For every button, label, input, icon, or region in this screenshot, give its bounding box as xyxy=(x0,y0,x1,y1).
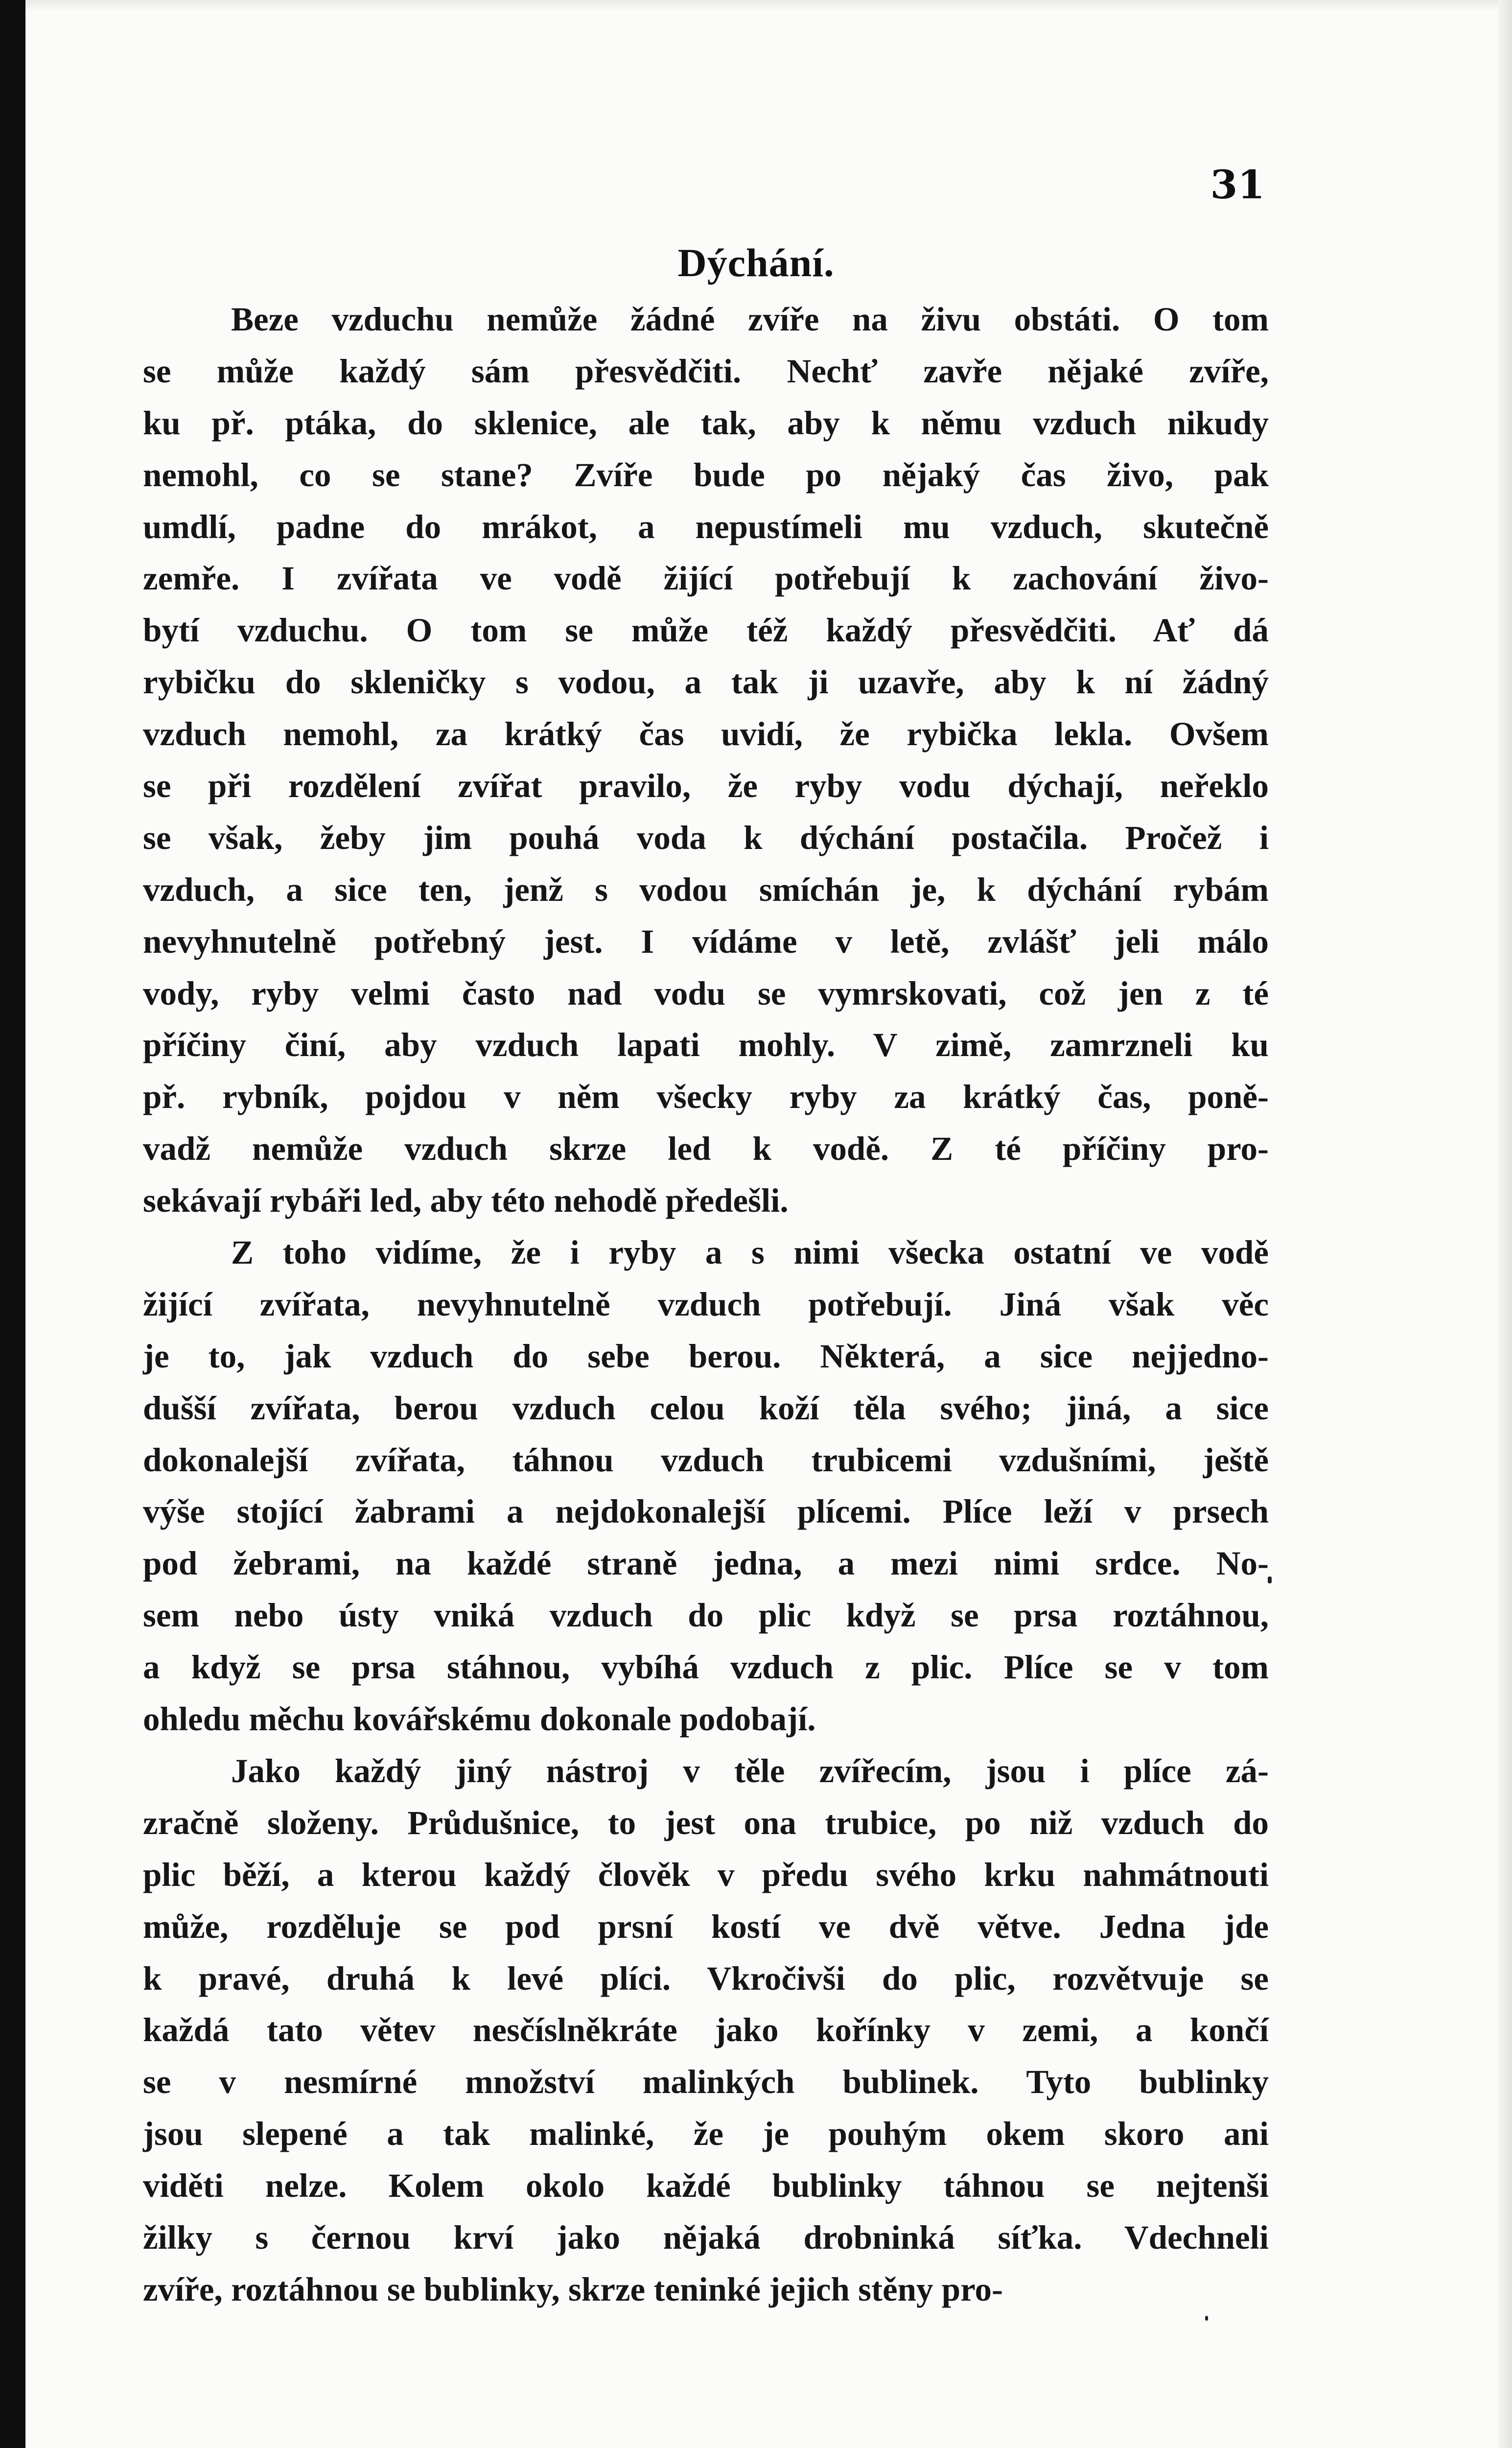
text-line: zvíře, roztáhnou se bublinky, skrze teninké jejich stěny pro- xyxy=(143,2270,1003,2308)
text-line: dokonalejší zvířata, táhnou vzduch trubicemi vzdušními, ještě xyxy=(143,1441,1269,1479)
scan-right-edge xyxy=(1498,0,1512,2448)
text-line: může, rozděluje se pod prsní kostí ve dvě větve. Jedna jde xyxy=(143,1907,1269,1945)
text-line: zračně složeny. Průdušnice, to jest ona trubice, po niž vzduch do xyxy=(143,1804,1269,1841)
ink-speck xyxy=(1205,2316,1208,2321)
text-line: jsou slepené a tak malinké, že je pouhým okem skoro ani xyxy=(143,2115,1269,2153)
text-line: se může každý sám přesvědčiti. Nechť zavře nějaké zvíře, xyxy=(143,352,1269,390)
paragraph-first-line: Jako každý jiný nástroj v těle zvířecím, jsou i plíce zá- xyxy=(231,1752,1269,1789)
text-line: př. rybník, pojdou v něm všecky ryby za krátký čas, poně- xyxy=(143,1078,1269,1116)
text-line: nemohl, co se stane? Zvíře bude po nějaký čas živo, pak xyxy=(143,456,1269,494)
text-line: nevyhnutelně potřebný jest. I vídáme v letě, zvlášť jeli málo xyxy=(143,922,1269,960)
text-line: dušší zvířata, berou vzduch celou koží těla svého; jiná, a sice xyxy=(143,1389,1269,1427)
text-line: je to, jak vzduch do sebe berou. Některá, a sice nejjedno- xyxy=(143,1337,1269,1375)
text-line: zemře. I zvířata ve vodě žijící potřebují k zachování živo- xyxy=(143,560,1269,597)
paragraph-first-line: Z toho vidíme, že i ryby a s nimi všecka ostatní ve vodě xyxy=(231,1234,1269,1271)
scan-left-border xyxy=(0,0,25,2448)
text-line: vzduch, a sice ten, jenž s vodou smíchán je, k dýchání rybám xyxy=(143,871,1269,908)
page-title: Dýchání. xyxy=(677,240,835,285)
text-line: vody, ryby velmi často nad vodu se vymrskovati, což jen z té xyxy=(143,974,1269,1012)
text-line: ohledu měchu kovářskému dokonale podobají. xyxy=(143,1700,816,1738)
text-line: plic běží, a kterou každý člověk v předu svého krku nahmátnouti xyxy=(143,1856,1269,1893)
text-line: příčiny činí, aby vzduch lapati mohly. V zimě, zamrzneli ku xyxy=(143,1026,1269,1064)
page-number: 31 xyxy=(1210,162,1265,208)
text-line: viděti nelze. Kolem okolo každé bublinky táhnou se nejtenši xyxy=(143,2167,1269,2205)
top-edge-shadow xyxy=(25,0,1498,12)
text-line: umdlí, padne do mrákot, a nepustímeli mu vzduch, skutečně xyxy=(143,508,1269,545)
text-line: k pravé, druhá k levé plíci. Vkročivši do plic, rozvětvuje se xyxy=(143,1959,1269,1997)
paragraph-first-line: Beze vzduchu nemůže žádné zvíře na živu obstáti. O tom xyxy=(231,301,1269,338)
text-line: sem nebo ústy vniká vzduch do plic když se prsa roztáhnou, xyxy=(143,1597,1269,1634)
text-line: se však, žeby jim pouhá voda k dýchání postačila. Pročež i xyxy=(143,819,1269,856)
text-line: ku př. ptáka, do sklenice, ale tak, aby k němu vzduch nikudy xyxy=(143,404,1269,442)
text-line: se v nesmírné množství malinkých bublinek. Tyto bublinky xyxy=(143,2063,1269,2101)
text-line: vzduch nemohl, za krátký čas uvidí, že rybička lekla. Ovšem xyxy=(143,715,1269,753)
text-line: bytí vzduchu. O tom se může též každý přesvědčiti. Ať dá xyxy=(143,612,1269,649)
text-line: žilky s černou krví jako nějaká drobninká síťka. Vdechneli xyxy=(143,2218,1269,2256)
text-line: sekávají rybáři led, aby této nehodě předešli. xyxy=(143,1182,789,1220)
text-line: vadž nemůže vzduch skrze led k vodě. Z té příčiny pro- xyxy=(143,1130,1269,1168)
text-line: každá tato větev nesčíslněkráte jako kořínky v zemi, a končí xyxy=(143,2011,1269,2049)
text-line: výše stojící žabrami a nejdokonalejší plícemi. Plíce leží v prsech xyxy=(143,1493,1269,1530)
text-line: žijící zvířata, nevyhnutelně vzduch potřebují. Jiná však věc xyxy=(143,1285,1269,1323)
text-line: pod žebrami, na každé straně jedna, a mezi nimi srdce. No- xyxy=(143,1545,1269,1582)
text-line: a když se prsa stáhnou, vybíhá vzduch z plic. Plíce se v tom xyxy=(143,1648,1269,1686)
text-line: se při rozdělení zvířat pravilo, že ryby vodu dýchají, neřeklo xyxy=(143,767,1269,805)
text-line: rybičku do skleničky s vodou, a tak ji uzavře, aby k ní žádný xyxy=(143,663,1269,701)
body-text xyxy=(143,294,1269,2316)
